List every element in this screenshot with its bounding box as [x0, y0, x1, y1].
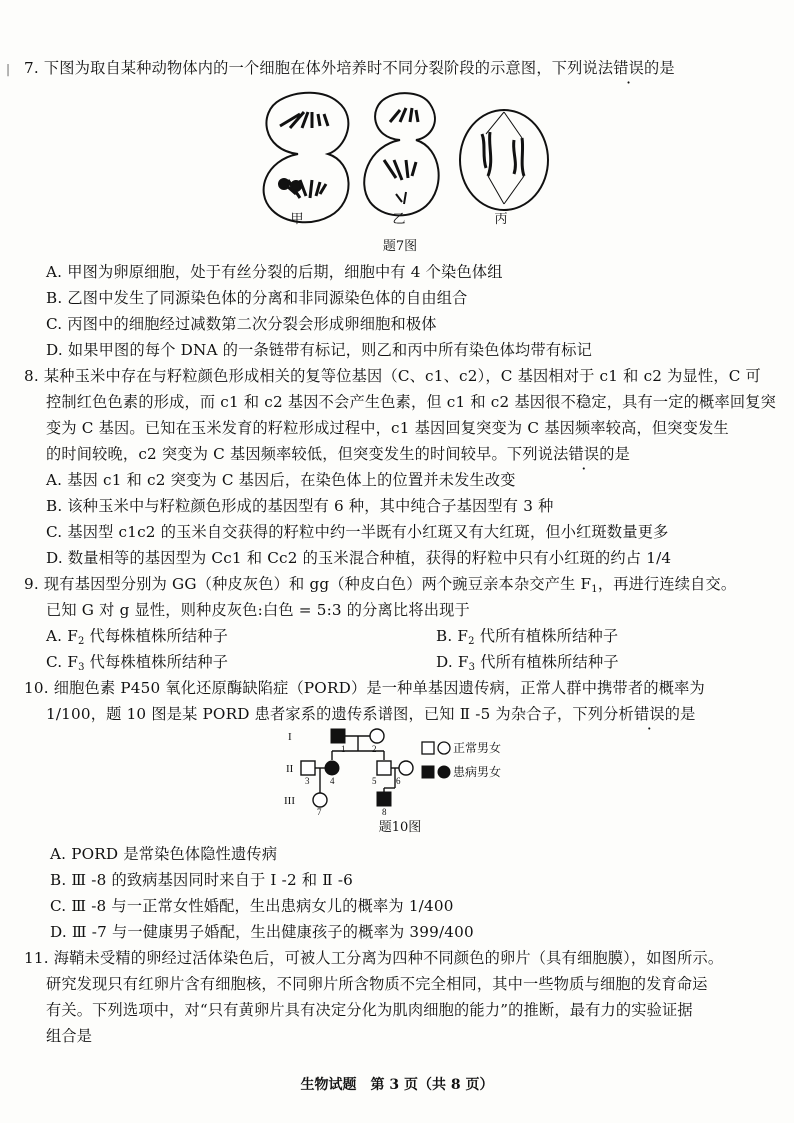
q9-option-d-sub: 3: [468, 662, 476, 673]
q7-label-yi: 乙: [392, 212, 406, 227]
id-3: 3: [305, 776, 310, 786]
q9-line-2: 已知 G 对 g 显性，则种皮灰色:白色 = 5:3 的分离比将出现于: [46, 601, 470, 619]
pedigree-III-8: [377, 792, 391, 806]
q8-stem-end: 的是: [599, 445, 631, 463]
q8-stem-emphasis: 错误: [568, 445, 600, 463]
legend-affected-label: 患病男女: [453, 765, 502, 779]
q8-option-a[interactable]: A. 基因 c1 和 c2 突变为 C 基因后，在染色体上的位置并未发生改变: [46, 471, 516, 489]
q7-stem-end: 的是: [644, 59, 675, 77]
q9-option-b-post: 代所有植株所结种子: [474, 627, 619, 645]
q10-pedigree-chart: [278, 724, 528, 816]
q9-line-1-a: 9. 现有基因型分别为 GG（种皮灰色）和 gg（种皮白色）两个豌豆亲本杂交产生 F: [24, 575, 592, 593]
legend-affected-female-icon: [438, 766, 450, 778]
q7-option-a[interactable]: A. 甲图为卵原细胞，处于有丝分裂的后期，细胞中有 4 个染色体组: [46, 263, 503, 281]
q7-option-c[interactable]: C. 丙图中的细胞经过减数第二次分裂会形成卵细胞和极体: [46, 315, 437, 333]
legend-normal-label: 正常男女: [453, 741, 502, 755]
pedigree-I-2: [370, 729, 384, 743]
q10-stem-emphasis: 错误: [633, 705, 665, 723]
id-5: 5: [372, 776, 377, 786]
q10-stem-end: 的是: [664, 705, 696, 723]
q10-option-c[interactable]: C. Ⅲ -8 与一正常女性婚配，生出患病女儿的概率为 1/400: [50, 897, 454, 915]
q8-line-2: 控制红色色素的形成，而 c1 和 c2 基因不会产生色素，但 c1 和 c2 基因很不稳定，具有一定的概率回复突: [46, 393, 776, 411]
q9-option-a-post: 代每株植株所结种子: [84, 627, 229, 645]
q8-option-c[interactable]: C. 基因型 c1c2 的玉米自交获得的籽粒中约一半既有小红斑又有大红斑，但小红斑数量更多: [46, 523, 669, 541]
q11-line-1: 11. 海鞘未受精的卵经过活体染色后，可被人工分离为四种不同颜色的卵片（具有细胞膜），如图所示。: [24, 949, 724, 967]
q7-option-d[interactable]: D. 如果甲图的每个 DNA 的一条链带有标记，则乙和丙中所有染色体均带有标记: [46, 341, 592, 359]
cell-yi: [364, 93, 438, 215]
cell-bing: [460, 110, 548, 210]
gen-label-II: II: [286, 763, 294, 775]
q10-figure-caption: 题10图: [378, 820, 422, 835]
q9-option-b-sub: 2: [468, 636, 475, 647]
gen-label-I: I: [288, 731, 292, 743]
pedigree-III-7: [313, 793, 327, 807]
q8-option-d[interactable]: D. 数量相等的基因型为 Cc1 和 Cc2 的玉米混合种植，获得的籽粒中只有小红斑的约占 1/4: [46, 549, 672, 567]
id-7: 7: [317, 807, 322, 816]
legend-normal-male-icon: [422, 742, 434, 754]
id-1: 1: [341, 744, 346, 754]
q10-line-2-text: 1/100，题 10 图是某 PORD 患者家系的遗传系谱图，已知 Ⅱ -5 为杂合子，下列分析: [46, 705, 634, 723]
q7-stem-text: 7. 下图为取自某种动物体内的一个细胞在体外培养时不同分裂阶段的示意图，下列说法: [24, 59, 614, 77]
q11-line-3: 有关。下列选项中，对“只有黄卵片具有决定分化为肌肉细胞的能力”的推断，最有力的实验证据: [46, 1001, 693, 1019]
cell-jia: [264, 93, 349, 223]
id-4: 4: [330, 776, 335, 786]
legend-affected-male-icon: [422, 766, 434, 778]
id-6: 6: [396, 776, 401, 786]
q11-line-4: 组合是: [46, 1027, 93, 1045]
q7-label-bing: 丙: [494, 212, 508, 227]
q8-line-4: [46, 442, 630, 466]
q7-label-jia: 甲: [290, 212, 304, 227]
pedigree-I-1: [331, 729, 345, 743]
id-8: 8: [382, 807, 387, 816]
q7-option-b[interactable]: B. 乙图中发生了同源染色体的分离和非同源染色体的自由组合: [46, 289, 468, 307]
pedigree-II-6: [399, 761, 413, 775]
gen-label-III: III: [284, 795, 295, 807]
q9-line-1-sub: 1: [591, 584, 598, 595]
q10-option-a[interactable]: A. PORD 是常染色体隐性遗传病: [50, 845, 278, 863]
q7-figure-caption: 题7图: [382, 239, 418, 254]
q9-option-d-post: 代所有植株所结种子: [475, 653, 619, 671]
q9-option-b-pre: B. F: [436, 627, 469, 645]
q8-option-b[interactable]: B. 该种玉米中与籽粒颜色形成的基因型有 6 种，其中纯合子基因型有 3 种: [46, 497, 554, 515]
q8-line-3: 变为 C 基因。已知在玉米发育的籽粒形成过程中，c1 基因回复突变为 C 基因频率较高，但突变发生: [46, 419, 729, 437]
q9-option-c-pre: C. F: [46, 653, 79, 671]
legend-normal-female-icon: [438, 742, 450, 754]
q7-stem: [24, 56, 675, 80]
margin-mark: |: [6, 62, 11, 76]
q10-option-b[interactable]: B. Ⅲ -8 的致病基因同时来自于 Ⅰ -2 和 Ⅱ -6: [50, 871, 354, 889]
q10-line-2: [46, 702, 696, 726]
q9-option-c-post: 代每株植株所结种子: [84, 653, 229, 671]
q9-option-a-pre: A. F: [46, 627, 78, 645]
id-2: 2: [372, 744, 377, 754]
q8-line-1: 8. 某种玉米中存在与籽粒颜色形成相关的复等位基因（C、c1、c2），C 基因相对于 c1 和 c2 为显性，C 可: [24, 367, 761, 385]
page-footer: 生物试题 第 3 页（共 8 页）: [300, 1077, 494, 1093]
q11-line-2: 研究发现只有红卵片含有细胞核，不同卵片所含物质不完全相同，其中一些物质与细胞的发育命运: [46, 975, 708, 993]
q10-line-1: 10. 细胞色素 P450 氧化还原酶缺陷症（PORD）是一种单基因遗传病，正常人群中携带者的概率为: [24, 679, 705, 697]
q9-option-a-sub: 2: [77, 636, 85, 647]
q7-stem-emphasis: 错误: [613, 59, 645, 77]
q8-line-4-text: 的时间较晚，c2 突变为 C 基因频率较低，但突变发生的时间较早。下列说法: [46, 445, 569, 463]
pedigree-II-3: [301, 761, 315, 775]
q9-line-1-b: ，再进行连续自交。: [597, 575, 737, 593]
q10-option-d[interactable]: D. Ⅲ -7 与一健康男子婚配，生出健康孩子的概率为 399/400: [50, 923, 474, 941]
pedigree-II-4: [325, 761, 339, 775]
pedigree-II-5: [377, 761, 391, 775]
q9-option-d-pre: D. F: [436, 653, 469, 671]
q9-option-c-sub: 3: [78, 662, 85, 673]
